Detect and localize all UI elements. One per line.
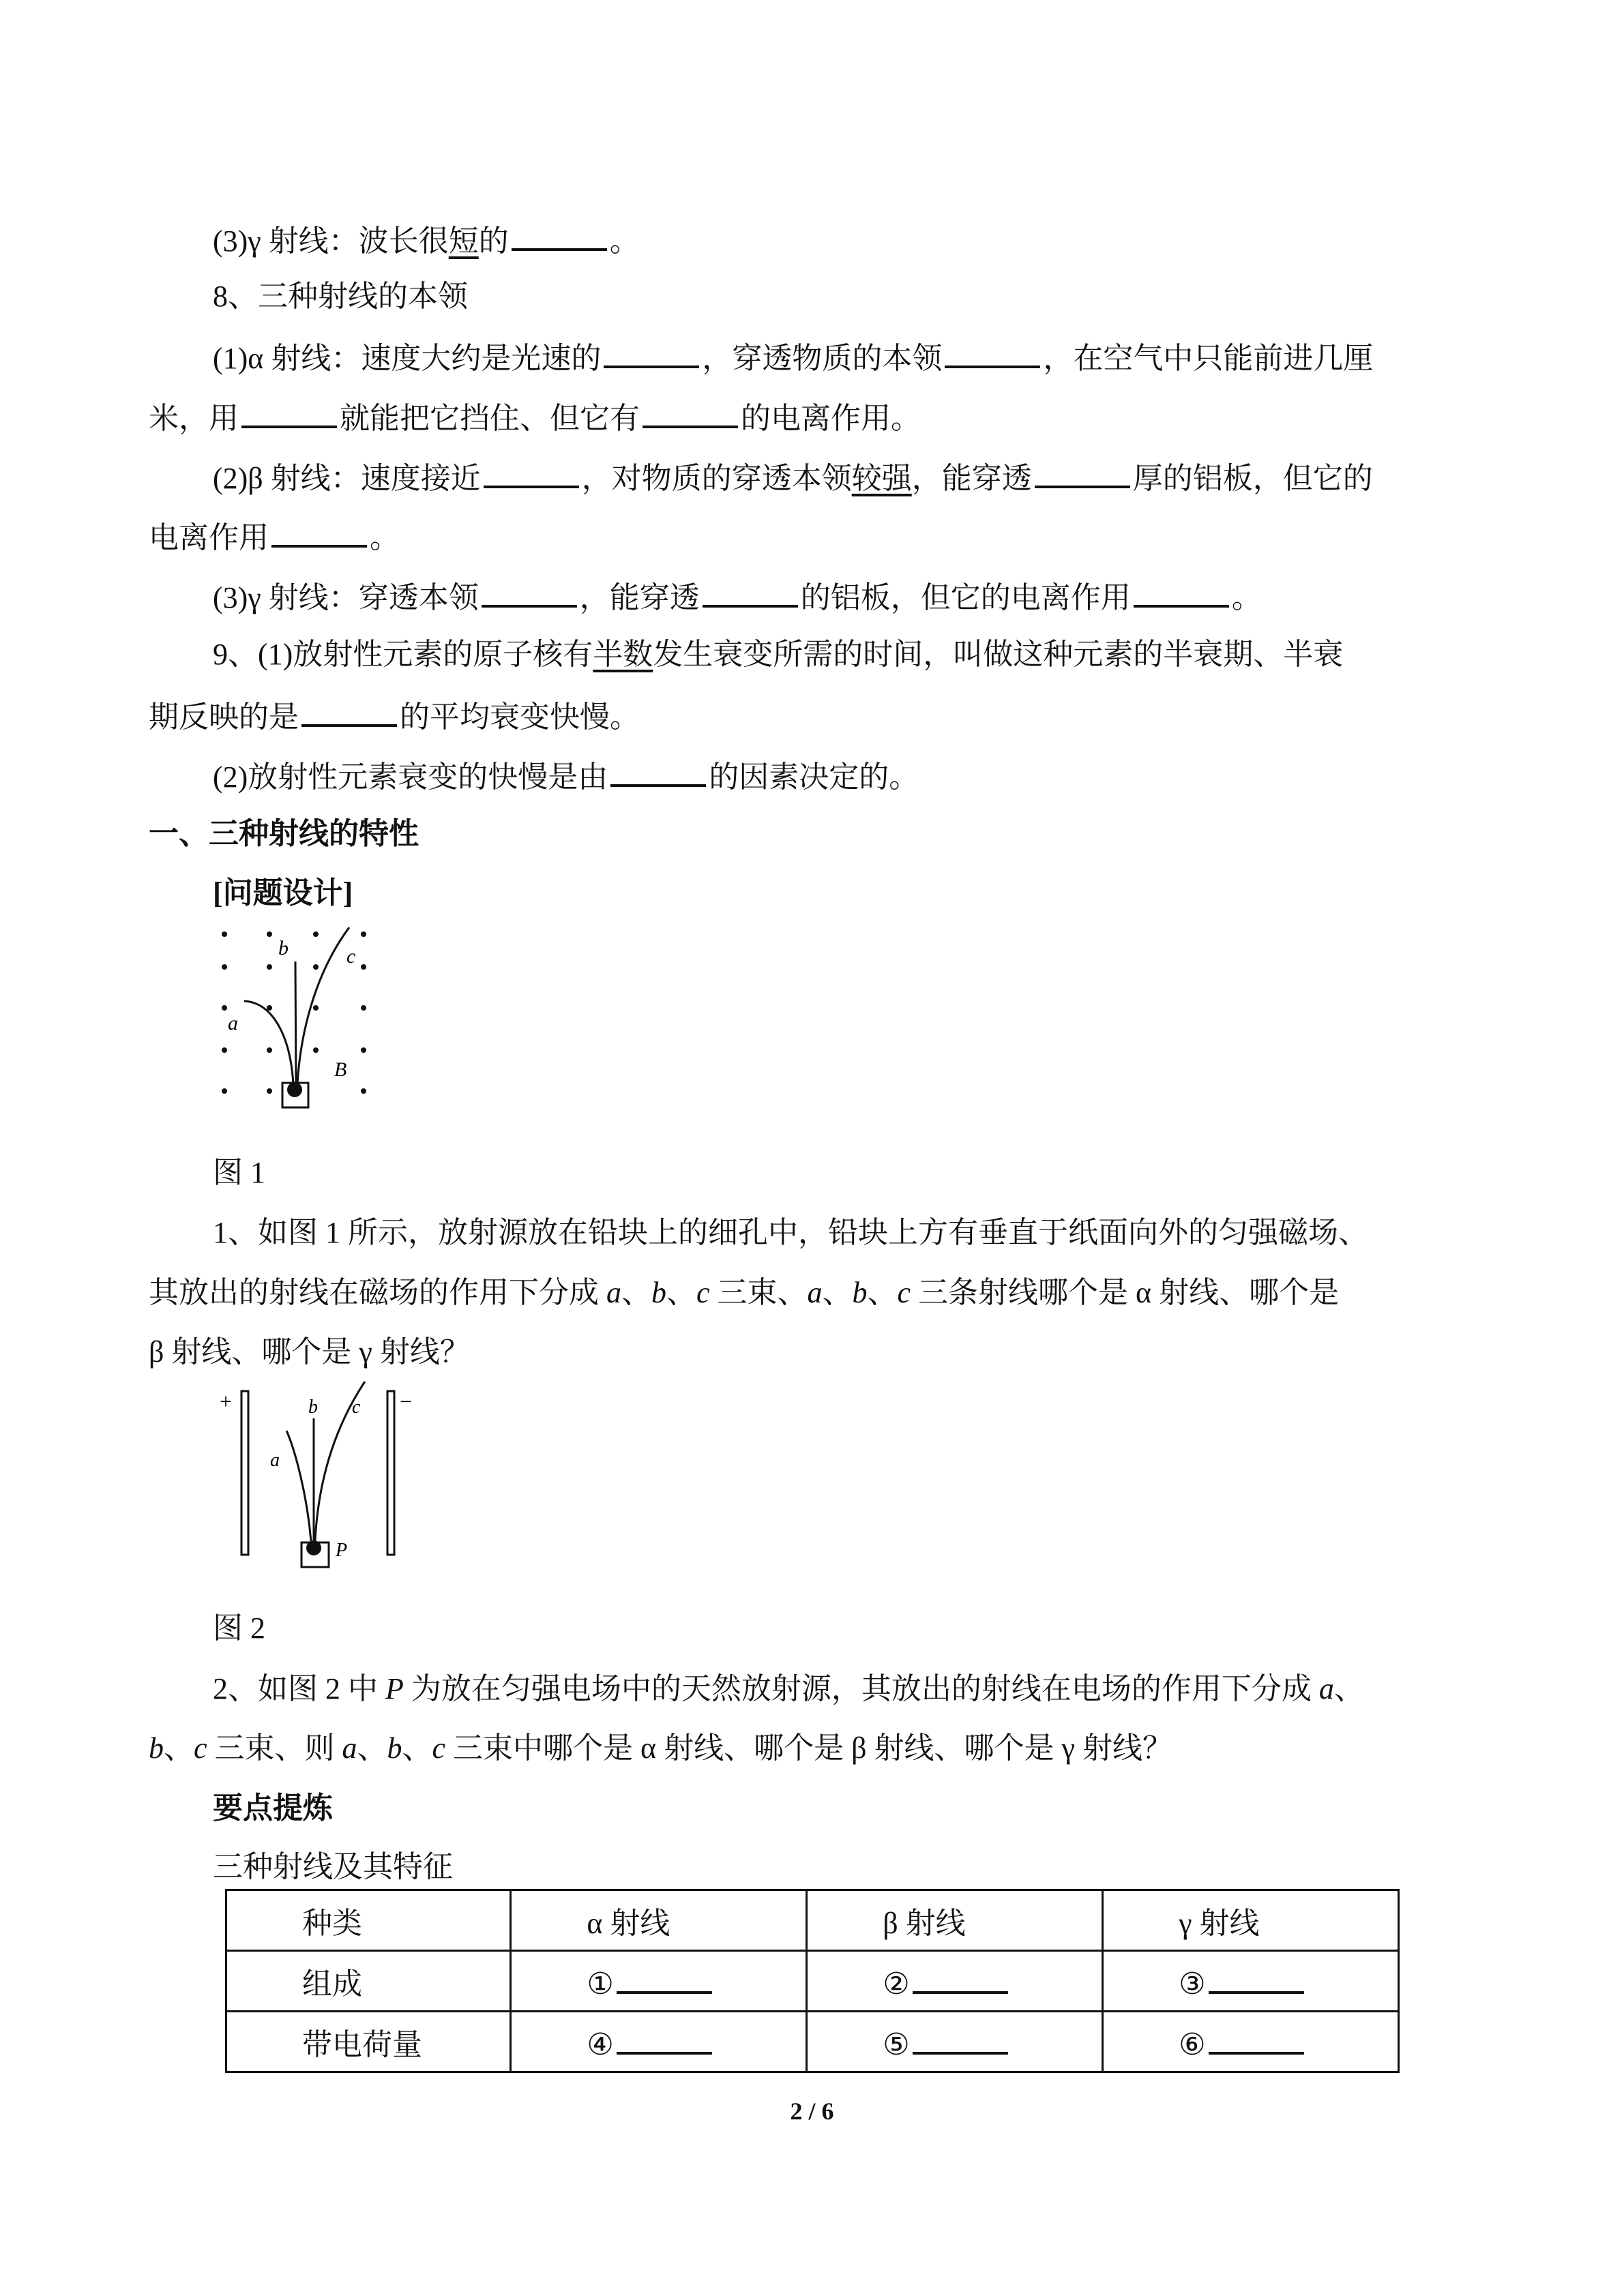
text-span: 就能把它挡住、但它有 xyxy=(340,402,640,435)
text-span: (3)γ 射线：波长很 xyxy=(213,224,449,258)
var-b: b xyxy=(387,1731,402,1765)
text-span: 。 xyxy=(370,521,400,554)
item-marker: ① xyxy=(587,1967,614,2001)
text-line xyxy=(213,456,1373,499)
text-line xyxy=(213,575,1262,618)
text-line xyxy=(213,336,1373,379)
var-a: a xyxy=(342,1731,357,1765)
var-P: P xyxy=(385,1672,404,1705)
text-span: ，穿透物质的本领 xyxy=(702,342,943,375)
text-span: (1)α 射线：速度大约是光速的 xyxy=(213,342,602,375)
text-span: (2)放射性元素衰变的快慢是由 xyxy=(213,760,608,794)
text-span: ，能穿透 xyxy=(911,462,1032,495)
radioactive-source xyxy=(287,1082,302,1097)
item-marker: ④ xyxy=(587,2027,614,2061)
answer-blank[interactable] xyxy=(610,754,706,787)
table-header-cell: α 射线 xyxy=(511,1890,807,1951)
var-c: c xyxy=(194,1731,207,1765)
table-cell[interactable] xyxy=(807,2012,1103,2072)
answer-blank[interactable] xyxy=(913,1961,1008,1994)
fig2-label-minus: − xyxy=(400,1389,413,1414)
answer-blank[interactable] xyxy=(484,456,579,488)
table-header-cell: β 射线 xyxy=(807,1890,1103,1951)
item-marker: ③ xyxy=(1179,1967,1206,2001)
table-header-cell: γ 射线 xyxy=(1103,1890,1399,1951)
key-points-heading: 要点提炼 xyxy=(213,1791,333,1825)
page-number: 2 / 6 xyxy=(790,2098,834,2125)
text-span: 。 xyxy=(609,224,640,258)
table-row xyxy=(226,2012,1399,2072)
answer-blank[interactable] xyxy=(1209,2022,1304,2055)
var-a: a xyxy=(1318,1672,1334,1705)
text-span: 的电离作用。 xyxy=(741,402,921,435)
underlined-text: 较强 xyxy=(851,462,912,495)
text-span: 、 xyxy=(164,1731,194,1765)
text-line: 1、如图 1 所示，放射源放在铅块上的细孔中，铅块上方有垂直于纸面向外的匀强磁场、 xyxy=(213,1216,1368,1249)
text-span: 三束中哪个是 α 射线、哪个是 β 射线、哪个是 γ 射线？ xyxy=(445,1731,1172,1765)
text-span: (2)β 射线：速度接近 xyxy=(213,462,481,495)
figure-2-electric-field xyxy=(211,1377,430,1582)
text-line: β 射线、哪个是 γ 射线？ xyxy=(149,1335,470,1369)
ray-a xyxy=(286,1431,311,1541)
fig2-label-P: P xyxy=(336,1540,348,1561)
answer-blank[interactable] xyxy=(512,218,607,251)
text-span: 、 xyxy=(1333,1672,1364,1705)
fig1-label-B: B xyxy=(334,1058,347,1081)
table-cell[interactable] xyxy=(1103,2012,1399,2072)
section-heading: 一、三种射线的特性 xyxy=(149,817,419,850)
text-span: 、 xyxy=(357,1731,387,1765)
answer-blank[interactable] xyxy=(1134,575,1229,608)
text-line xyxy=(149,1728,1172,1769)
text-span: 米，用 xyxy=(149,402,239,435)
figure-1-caption: 图 1 xyxy=(213,1156,265,1189)
text-line xyxy=(149,396,921,439)
answer-blank[interactable] xyxy=(1035,456,1130,488)
table-cell: 组成 xyxy=(226,1951,511,2012)
var-c: c xyxy=(432,1731,446,1765)
answer-blank[interactable] xyxy=(643,396,738,428)
rays-properties-table xyxy=(225,1889,1400,2073)
text-span: 、 xyxy=(822,1276,853,1309)
var-b: b xyxy=(149,1731,164,1765)
text-line xyxy=(149,1272,1339,1313)
item-marker: ⑥ xyxy=(1179,2027,1206,2061)
radioactive-source xyxy=(306,1540,321,1555)
figure-2-caption: 图 2 xyxy=(213,1611,265,1645)
answer-blank[interactable] xyxy=(604,336,699,368)
item-marker: ② xyxy=(883,1967,910,2001)
table-title: 三种射线及其特征 xyxy=(213,1850,453,1883)
fig2-label-c: c xyxy=(352,1397,361,1418)
negative-plate xyxy=(387,1391,394,1555)
table-header-row xyxy=(226,1890,1399,1951)
table-header-cell: 种类 xyxy=(226,1890,511,1951)
positive-plate xyxy=(241,1391,248,1555)
fig2-label-b: b xyxy=(308,1397,318,1418)
table-cell[interactable] xyxy=(1103,1951,1399,2012)
text-line: 8、三种射线的本领 xyxy=(213,280,468,313)
text-line xyxy=(213,1669,1364,1710)
answer-blank[interactable] xyxy=(271,515,367,548)
answer-blank[interactable] xyxy=(703,575,798,608)
answer-blank[interactable] xyxy=(301,694,397,727)
table-cell[interactable] xyxy=(511,2012,807,2072)
text-span: 。 xyxy=(1231,581,1262,614)
text-span: 三条射线哪个是 α 射线、哪个是 xyxy=(911,1276,1340,1309)
ray-a xyxy=(244,1001,293,1084)
text-span: 、 xyxy=(666,1276,696,1309)
text-span: 发生衰变所需的时间，叫做这种元素的半衰期、半衰 xyxy=(653,638,1344,671)
var-b: b xyxy=(651,1276,666,1309)
text-line xyxy=(213,634,1343,675)
text-line xyxy=(149,515,400,558)
answer-blank[interactable] xyxy=(617,2022,712,2055)
text-span: 为放在匀强电场中的天然放射源，其放出的射线在电场的作用下分成 xyxy=(403,1672,1319,1705)
text-line xyxy=(213,218,640,262)
text-span: 2、如图 2 中 xyxy=(213,1672,385,1705)
text-span: (3)γ 射线：穿透本领 xyxy=(213,581,479,614)
answer-blank[interactable] xyxy=(913,2022,1008,2055)
ray-b xyxy=(295,961,296,1084)
figure-1-magnetic-field xyxy=(205,921,382,1118)
text-span: 的铝板，但它的电离作用 xyxy=(800,581,1131,614)
text-span: 厚的铝板，但它的 xyxy=(1132,462,1373,495)
fig2-label-a: a xyxy=(270,1450,280,1471)
text-span: 三束、则 xyxy=(207,1731,342,1765)
text-span: 、 xyxy=(867,1276,898,1309)
fig2-label-plus: + xyxy=(220,1389,233,1414)
text-span: ，能穿透 xyxy=(579,581,700,614)
answer-blank[interactable] xyxy=(945,336,1040,368)
table-row xyxy=(226,1951,1399,2012)
text-line xyxy=(149,694,640,738)
text-span: ，在空气中只能前进几厘 xyxy=(1043,342,1374,375)
answer-blank[interactable] xyxy=(617,1961,712,1994)
table-cell[interactable] xyxy=(511,1951,807,2012)
answer-blank[interactable] xyxy=(482,575,577,608)
underlined-text: 半数 xyxy=(593,638,653,671)
text-span: 、 xyxy=(402,1731,432,1765)
table-cell: 带电荷量 xyxy=(226,2012,511,2072)
answer-blank[interactable] xyxy=(241,396,337,428)
fig1-label-a: a xyxy=(228,1012,238,1034)
fig1-label-b: b xyxy=(278,937,289,959)
var-c: c xyxy=(696,1276,710,1309)
var-a: a xyxy=(606,1276,621,1309)
text-span: 、 xyxy=(621,1276,651,1309)
text-span: 期反映的是 xyxy=(149,700,299,734)
fig1-label-c: c xyxy=(346,945,356,968)
text-line xyxy=(213,754,919,798)
text-span: ，对物质的穿透本领 xyxy=(581,462,852,495)
item-marker: ⑤ xyxy=(883,2027,910,2061)
problem-design-heading: [问题设计] xyxy=(213,876,353,910)
answer-blank[interactable] xyxy=(1209,1961,1304,1994)
text-span: 的因素决定的。 xyxy=(709,760,919,794)
text-span: 其放出的射线在磁场的作用下分成 xyxy=(149,1276,606,1309)
text-span: 9、(1)放射性元素的原子核有 xyxy=(213,638,593,671)
text-span: 三束、 xyxy=(709,1276,808,1309)
var-b: b xyxy=(852,1276,868,1309)
var-c: c xyxy=(897,1276,911,1309)
underlined-text: 短 xyxy=(448,224,479,258)
table-cell[interactable] xyxy=(807,1951,1103,2012)
var-a: a xyxy=(807,1276,823,1309)
text-span: 的平均衰变快慢。 xyxy=(400,700,640,734)
text-span: 的 xyxy=(478,224,509,258)
text-span: 电离作用 xyxy=(149,521,269,554)
